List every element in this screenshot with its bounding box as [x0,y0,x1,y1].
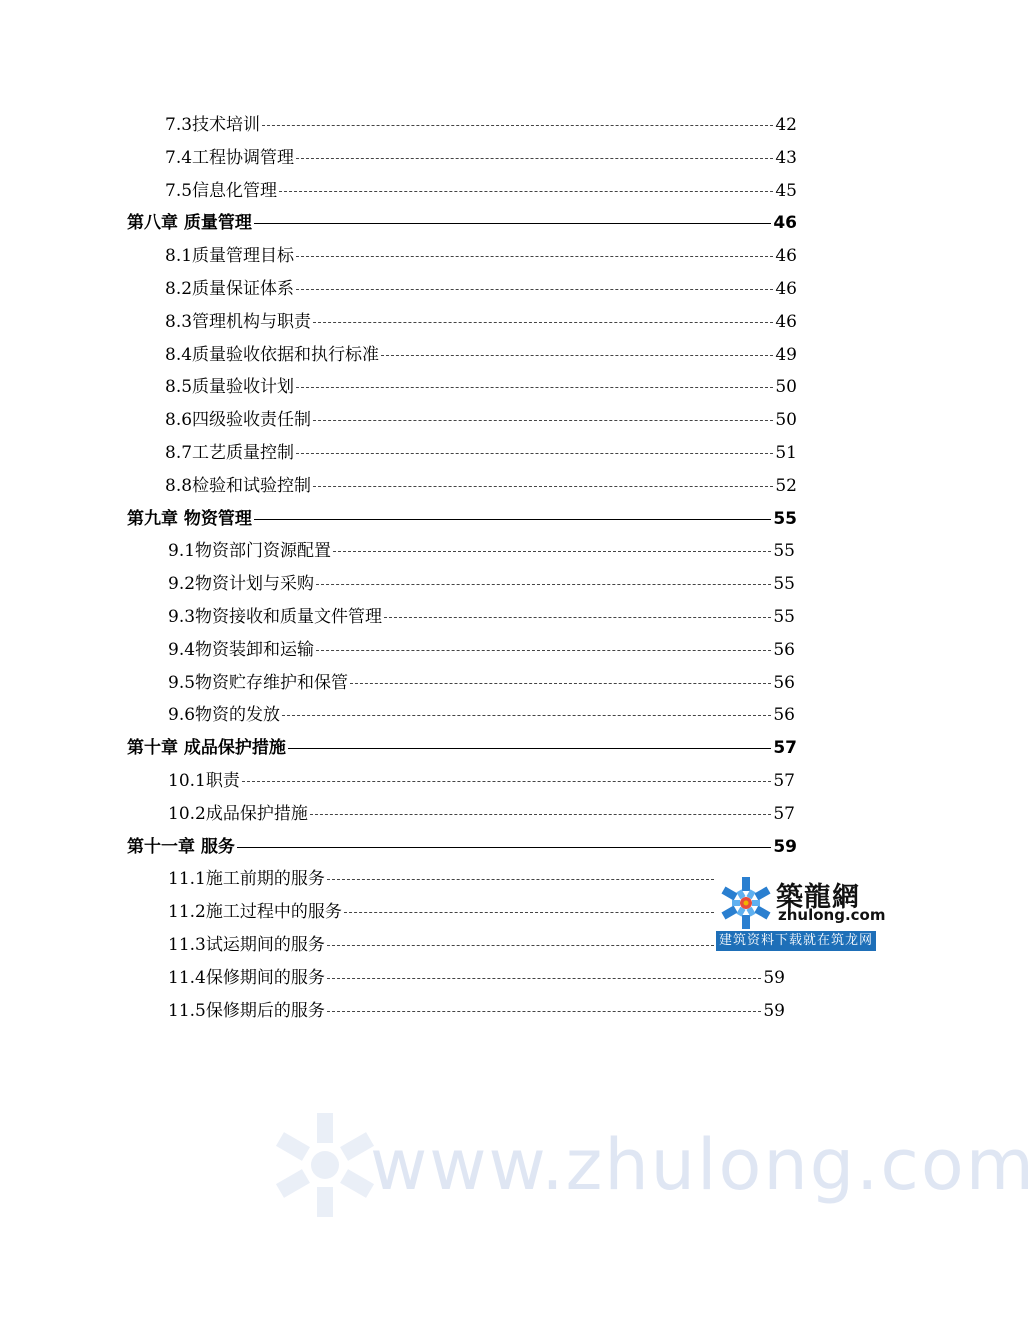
toc-leader-line [350,683,771,684]
toc-entry[interactable] [165,470,797,503]
toc-entry[interactable] [165,339,797,372]
toc-page-number: 59 [763,1000,785,1021]
toc-leader-line [282,715,771,716]
toc-leader-line [296,453,773,454]
toc-entry-title: 第九章 物资管理 [127,508,252,529]
toc-page-number: 56 [773,672,795,693]
toc-entry-title: 8.5质量验收计划 [165,377,295,398]
toc-leader-line [296,256,773,257]
zhulong-logo[interactable] [716,873,886,951]
toc-leader-line [381,355,773,356]
toc-entry-title: 8.6四级验收责任制 [165,410,312,431]
toc-page-number: 50 [775,410,797,431]
toc-leader-line [327,879,714,880]
watermark-snowflake-icon [270,1110,380,1220]
toc-entry[interactable] [168,896,716,929]
toc-entry[interactable] [165,175,797,208]
toc-leader-line [313,322,773,323]
toc-entry-title: 11.2施工过程中的服务 [168,902,342,923]
toc-page-number: 46 [775,279,797,299]
toc-entry[interactable] [165,109,797,142]
logo-chinese-name: 築龍網 [776,882,860,913]
toc-page-number: 59 [773,836,797,857]
toc-page-number: 42 [775,115,797,135]
toc-entry-title: 11.1施工前期的服务 [168,869,325,890]
toc-leader-line [327,945,714,946]
toc-page-number: 52 [775,475,797,496]
toc-chapter-entry[interactable] [127,503,797,536]
toc-page-number: 46 [775,246,797,267]
toc-entry[interactable] [168,667,795,700]
toc-page-number: 49 [775,344,797,365]
toc-page-number: 56 [773,705,795,726]
toc-entry-title: 7.5信息化管理 [165,180,278,201]
toc-entry[interactable] [168,634,795,667]
toc-page-number: 46 [775,311,797,332]
toc-entry-title: 9.3物资接收和质量文件管理 [168,607,383,627]
toc-entry[interactable] [168,535,795,568]
toc-leader-line [254,519,771,520]
toc-entry-title: 9.2物资计划与采购 [168,574,315,595]
toc-entry[interactable] [165,273,797,306]
toc-entry[interactable] [165,404,797,437]
toc-page-number: 59 [763,967,785,988]
toc-entry[interactable] [168,798,795,831]
toc-entry-title: 11.4保修期间的服务 [168,967,325,988]
logo-top [716,873,886,929]
toc-entry-title: 8.8检验和试验控制 [165,475,312,496]
toc-page-number: 55 [773,607,795,627]
toc-page-number: 57 [773,803,795,824]
toc-leader-line [279,191,773,192]
toc-entry-title: 8.2质量保证体系 [165,279,295,299]
toc-leader-line [296,158,773,159]
toc-leader-line [310,814,772,815]
toc-page-number: 56 [773,639,795,660]
toc-entry-title: 8.4质量验收依据和执行标准 [165,344,380,365]
toc-entry-title: 9.6物资的发放 [168,705,281,726]
watermark [270,1110,1036,1220]
toc-leader-line [262,125,773,126]
toc-leader-line [344,912,714,913]
toc-entry[interactable] [165,371,797,404]
logo-domain: zhulong.com [778,906,886,924]
toc-entry-title: 第十一章 服务 [127,836,235,857]
toc-entry-title: 10.1职责 [168,771,240,791]
toc-entry-title: 7.4工程协调管理 [165,147,295,168]
toc-leader-line [333,551,771,552]
toc-leader-line [316,584,771,585]
toc-page-number: 55 [773,574,795,595]
toc-entry-title: 10.2成品保护措施 [168,803,308,824]
toc-page-number: 55 [773,541,795,562]
toc-entry[interactable] [168,929,716,962]
toc-entry[interactable] [168,765,795,798]
toc-entry-title: 8.1质量管理目标 [165,246,295,267]
toc-chapter-entry[interactable] [127,207,797,240]
toc-page-number: 43 [775,147,797,168]
logo-tagline: 建筑资料下载就在筑龙网 [716,931,876,951]
toc-page-number: 57 [773,771,795,791]
toc-entry-title: 9.4物资装卸和运输 [168,639,315,660]
toc-entry[interactable] [165,240,797,273]
toc-entry[interactable] [168,601,795,634]
snowflake-icon [718,875,774,931]
toc-entry-title: 第八章 质量管理 [127,213,252,234]
toc-entry[interactable] [168,568,795,601]
toc-chapter-entry[interactable] [127,732,797,765]
toc-page-number: 57 [773,738,797,759]
toc-leader-line [384,617,771,618]
toc-page-number: 50 [775,377,797,398]
toc-leader-line [254,223,771,224]
toc-entry[interactable] [168,863,716,896]
toc-chapter-entry[interactable] [127,831,797,864]
toc-leader-line [296,289,773,290]
toc-entry[interactable] [165,142,797,175]
toc-page-number: 55 [773,508,797,529]
watermark-text: www.zhulong.com [370,1124,1036,1206]
toc-entry[interactable] [168,962,785,995]
toc-page-number: 51 [775,443,797,463]
toc-leader-line [288,748,771,749]
toc-leader-line [296,387,773,388]
toc-entry[interactable] [165,437,797,470]
toc-entry[interactable] [168,699,795,732]
toc-entry[interactable] [165,306,797,339]
toc-leader-line [313,486,773,487]
toc-leader-line [313,420,773,421]
toc-entry-title: 8.7工艺质量控制 [165,443,295,463]
toc-leader-line [327,1011,762,1012]
toc-entry-title: 9.5物资贮存维护和保管 [168,672,349,693]
toc-entry-title: 11.5保修期后的服务 [168,1000,325,1021]
toc-leader-line [237,847,771,848]
toc-entry-title: 11.3试运期间的服务 [168,935,325,955]
toc-entry-title: 7.3技术培训 [165,115,261,135]
toc-entry-title: 8.3管理机构与职责 [165,311,312,332]
toc-entry-title: 9.1物资部门资源配置 [168,541,332,562]
toc-leader-line [242,781,772,782]
toc-leader-line [327,978,762,979]
toc-leader-line [316,650,771,651]
toc-page-number: 45 [775,180,797,201]
toc-entry[interactable] [168,995,785,1028]
toc-page-number: 46 [773,213,797,234]
toc-entry-title: 第十章 成品保护措施 [127,738,286,759]
